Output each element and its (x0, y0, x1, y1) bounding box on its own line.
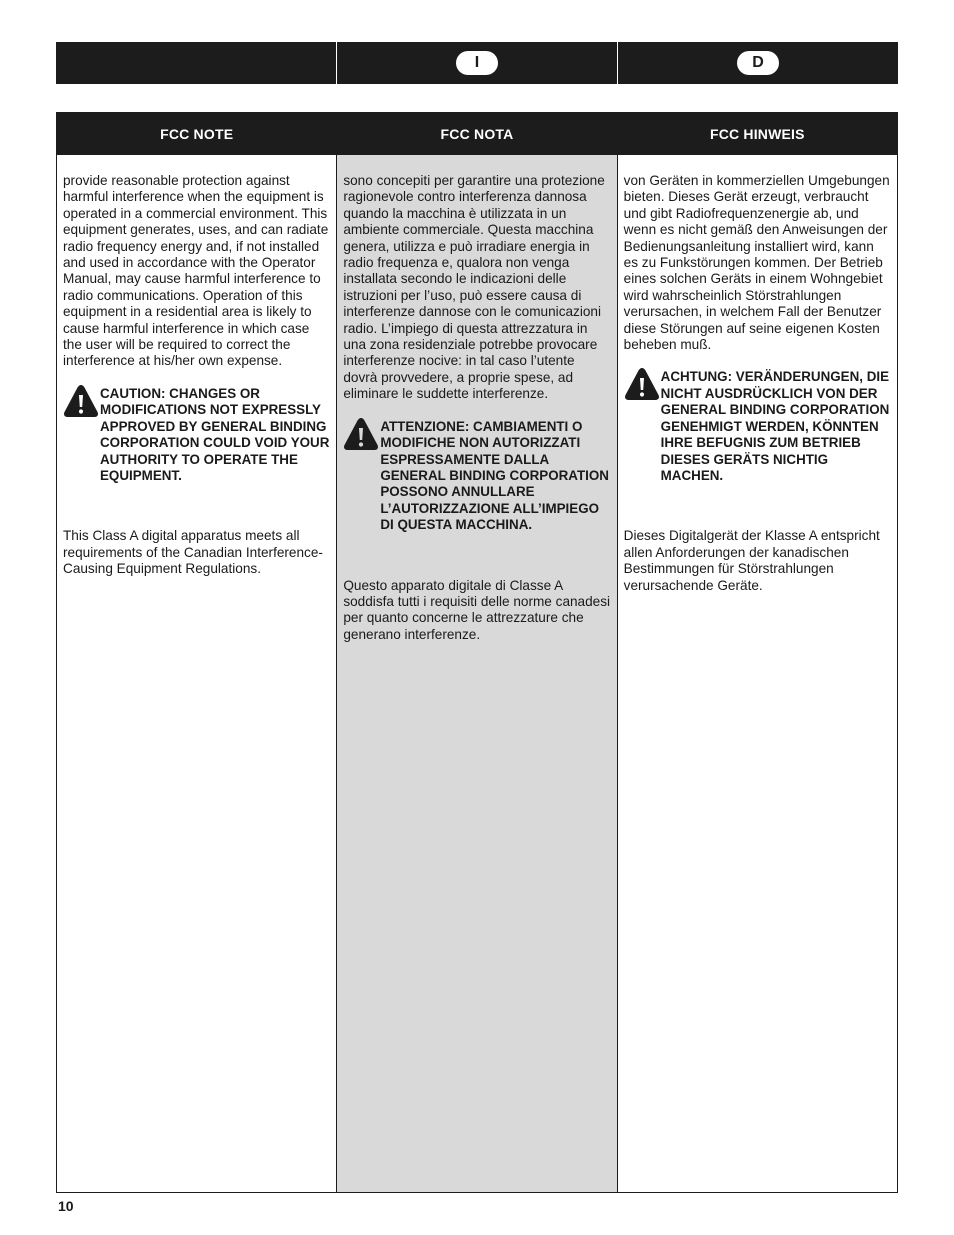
lang-badge-german: D (737, 51, 779, 75)
column-german (617, 113, 897, 1192)
column-english (57, 113, 336, 1192)
column-header: FCC NOTA (337, 113, 616, 155)
fcc-body-text: von Geräten in kommerziellen Umgebungen bieten. Dieses Gerät erzeugt, verbraucht und gibt Radiofrequenzenergie ab, und wenn es nicht gemäß den Anweisungen der Bedienungsanleitung installiert wird, kann es zu Funkstörungen kommen. Der Betrieb eines solchen Geräts in einem Wohngebiet wird wahrscheinlich Störstrahlungen verursachen, in welchem Fall der Benutzer diese Störungen auf seine eigenen Kosten beheben muß. (623, 173, 890, 353)
caution-block (343, 419, 610, 534)
class-a-text: Questo apparato digitale di Classe A soddisfa tutti i requisiti delle norme canadesi per quanto concerne le attrezzature che generano interferenze. (343, 577, 611, 642)
fcc-body-text: sono concepiti per garantire una protezione ragionevole contro interferenza dannosa quando la macchina è utilizzata in un ambiente commerciale. Questa macchina genera, utilizza e può irradiare energia in radio frequenza e, qualora non venga installata secondo le indicazioni delle istruzioni per l’uso, può essere causa di interferenze dannose con le comunicazioni radio. L’impiego di questa attrezzatura in una zona residenziale potrebbe provocare interferenze nocive: in tal caso l’utente dovrà provvedere, a proprie spese, ad eliminare le suddette interferenze. (343, 173, 605, 402)
language-bar (56, 42, 898, 84)
caution-block (624, 369, 891, 484)
caution-text: CAUTION: CHANGES OR MODIFICATIONS NOT EXPRESSLY APPROVED BY GENERAL BINDING CORPORATION COULD VOID YOUR AUTHORITY TO OPERATE THE EQUIPMENT. (100, 385, 330, 483)
column-italian (336, 113, 616, 1192)
warning-triangle-icon (63, 384, 99, 418)
column-body (337, 155, 616, 643)
warning-triangle-icon (343, 417, 379, 451)
class-a-text: Dieses Digitalgerät der Klasse A entspricht allen Anforderungen der kanadischen Bestimmungen für Störstrahlungen verursachende Geräte. (623, 528, 880, 593)
lang-cell-en (56, 42, 336, 84)
column-header: FCC NOTE (57, 113, 336, 155)
caution-text: ACHTUNG: VERÄNDERUNGEN, DIE NICHT AUSDRÜCKLICH VON DER GENERAL BINDING CORPORATION GENEHMIGT WERDEN, KÖNNTEN IHRE BEFUGNIS ZUM BETRIEB DIESES GERÄTS NICHTIG MACHEN. (660, 369, 890, 483)
caution-text: ATTENZIONE: CAMBIAMENTI O MODIFICHE NON AUTORIZZATI ESPRESSAMENTE DALLA GENERAL BINDING CORPORATION POSSONO ANNULLARE L’AUTORIZZAZIONE ALL’IMPIEGO DI QUESTA MACCHINA. (380, 418, 609, 533)
column-header: FCC HINWEIS (618, 113, 897, 155)
column-body (618, 155, 897, 594)
page-number: 10 (58, 1198, 74, 1214)
caution-block (63, 386, 330, 484)
fcc-body-text: provide reasonable protection against harmful interference when the equipment is operated in a commercial environment. This equipment generates, uses, and can radiate radio frequency energy and, if not installed and used in accordance with the Operator Manual, may cause harmful interference to radio communications. Operation of this equipment in a residential area is likely to cause harmful interference in which case the user will be required to correct the interference at his/her own expense. (63, 173, 329, 369)
lang-cell-de (617, 42, 898, 84)
warning-triangle-icon (624, 367, 660, 401)
fcc-table (56, 112, 898, 1193)
column-body (57, 155, 336, 578)
lang-cell-it (336, 42, 617, 84)
lang-badge-italian: I (456, 51, 498, 75)
class-a-text: This Class A digital apparatus meets all requirements of the Canadian Interference-Causing Equipment Regulations. (63, 528, 323, 577)
